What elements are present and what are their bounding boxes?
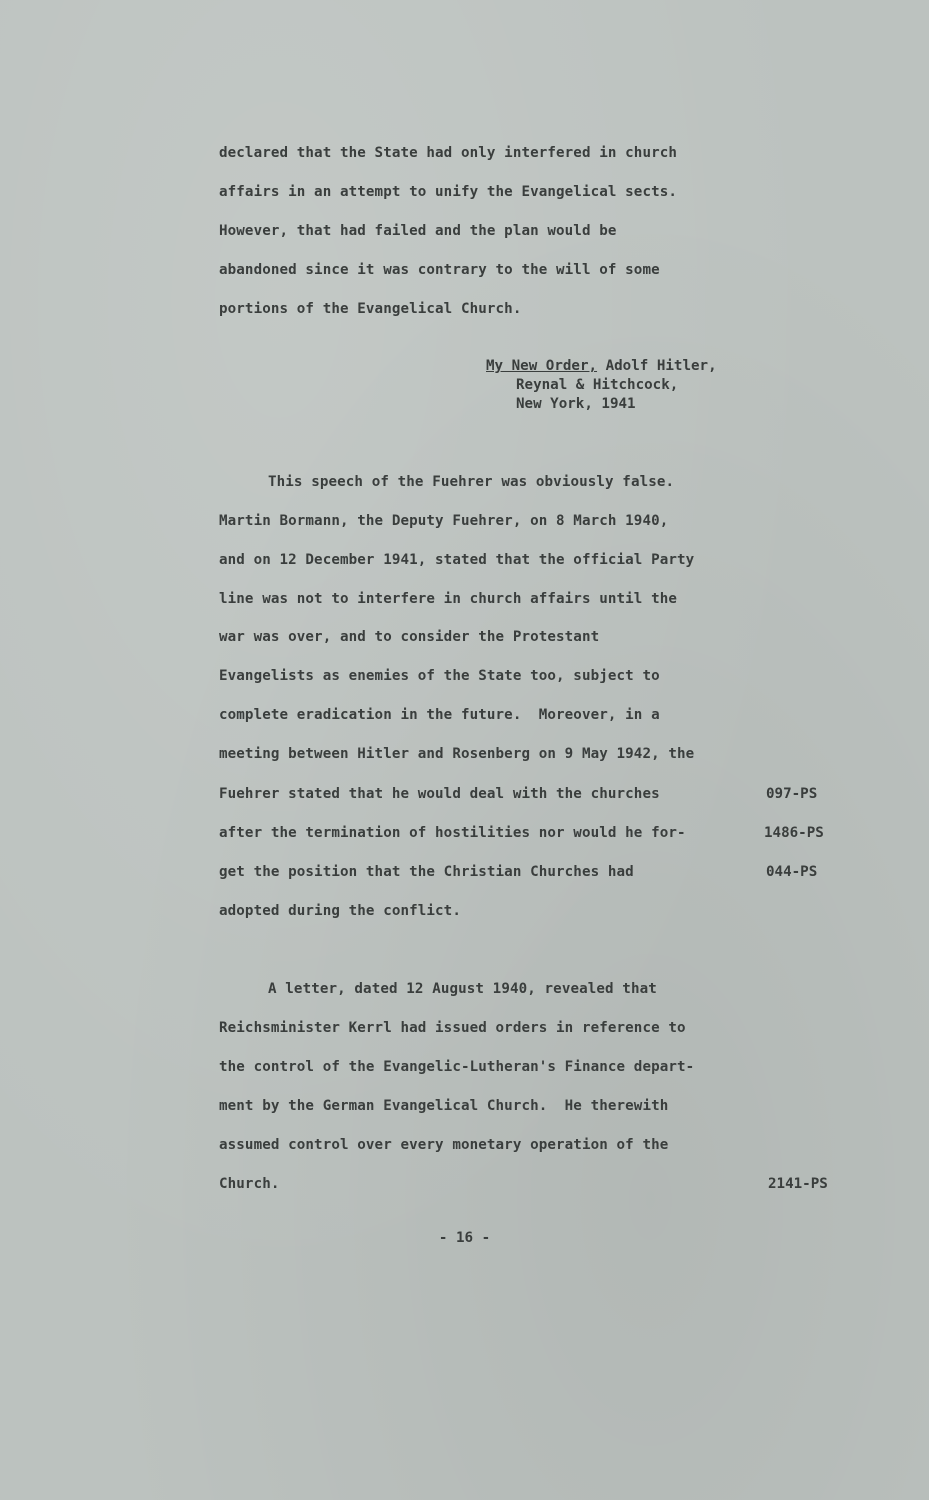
paragraph2-line-8: meeting between Hitler and Rosenberg on 9 May 1942, the: [219, 746, 695, 762]
paragraph3-line-4: ment by the German Evangelical Church. He therewith: [219, 1098, 669, 1114]
paragraph3-line-5: assumed control over every monetary operation of the: [219, 1137, 669, 1153]
paragraph2-line-9: Fuehrer stated that he would deal with the churches: [219, 786, 660, 802]
paragraph2-line-6: Evangelists as enemies of the State too, subject to: [219, 668, 660, 684]
paragraph1-line-1: declared that the State had only interfered in church: [219, 145, 678, 161]
paragraph1-line-4: abandoned since it was contrary to the will of some: [219, 262, 660, 278]
paragraph2-line-10: after the termination of hostilities nor would he for-: [219, 825, 686, 841]
paragraph1-line-2: affairs in an attempt to unify the Evangelical sects.: [219, 184, 678, 200]
paragraph2-line-1: This speech of the Fuehrer was obviously false.: [268, 474, 675, 490]
citation-place-year: New York, 1941: [516, 396, 636, 412]
document-reference: 097-PS: [766, 786, 818, 802]
paragraph3-line-6: Church.: [219, 1176, 280, 1192]
document-reference: 1486-PS: [764, 825, 824, 841]
paragraph2-line-4: line was not to interfere in church affairs until the: [219, 591, 678, 607]
paragraph2-line-3: and on 12 December 1941, stated that the official Party: [219, 552, 695, 568]
paragraph1-line-3: However, that had failed and the plan would be: [219, 223, 617, 239]
citation-publisher: Reynal & Hitchcock,: [516, 377, 679, 393]
document-reference: 2141-PS: [768, 1176, 828, 1192]
paragraph2-line-5: war was over, and to consider the Protestant: [219, 629, 600, 645]
paragraph1-line-5: portions of the Evangelical Church.: [219, 301, 522, 317]
citation-title: My New Order,: [486, 358, 598, 374]
paragraph2-line-7: complete eradication in the future. Moreover, in a: [219, 707, 660, 723]
paragraph3-line-2: Reichsminister Kerrl had issued orders in reference to: [219, 1020, 686, 1036]
document-reference: 044-PS: [766, 864, 818, 880]
paragraph2-line-2: Martin Bormann, the Deputy Fuehrer, on 8 March 1940,: [219, 513, 669, 529]
citation-line-1: [486, 357, 717, 375]
paragraph3-line-3: the control of the Evangelic-Lutheran's Finance depart-: [219, 1059, 695, 1075]
page-number: - 16 -: [438, 1230, 491, 1246]
paragraph2-line-11: get the position that the Christian Churches had: [219, 864, 634, 880]
paragraph3-line-1: A letter, dated 12 August 1940, revealed that: [268, 981, 657, 997]
citation-author: Adolf Hitler,: [597, 358, 717, 374]
paragraph2-line-12: adopted during the conflict.: [219, 903, 461, 919]
